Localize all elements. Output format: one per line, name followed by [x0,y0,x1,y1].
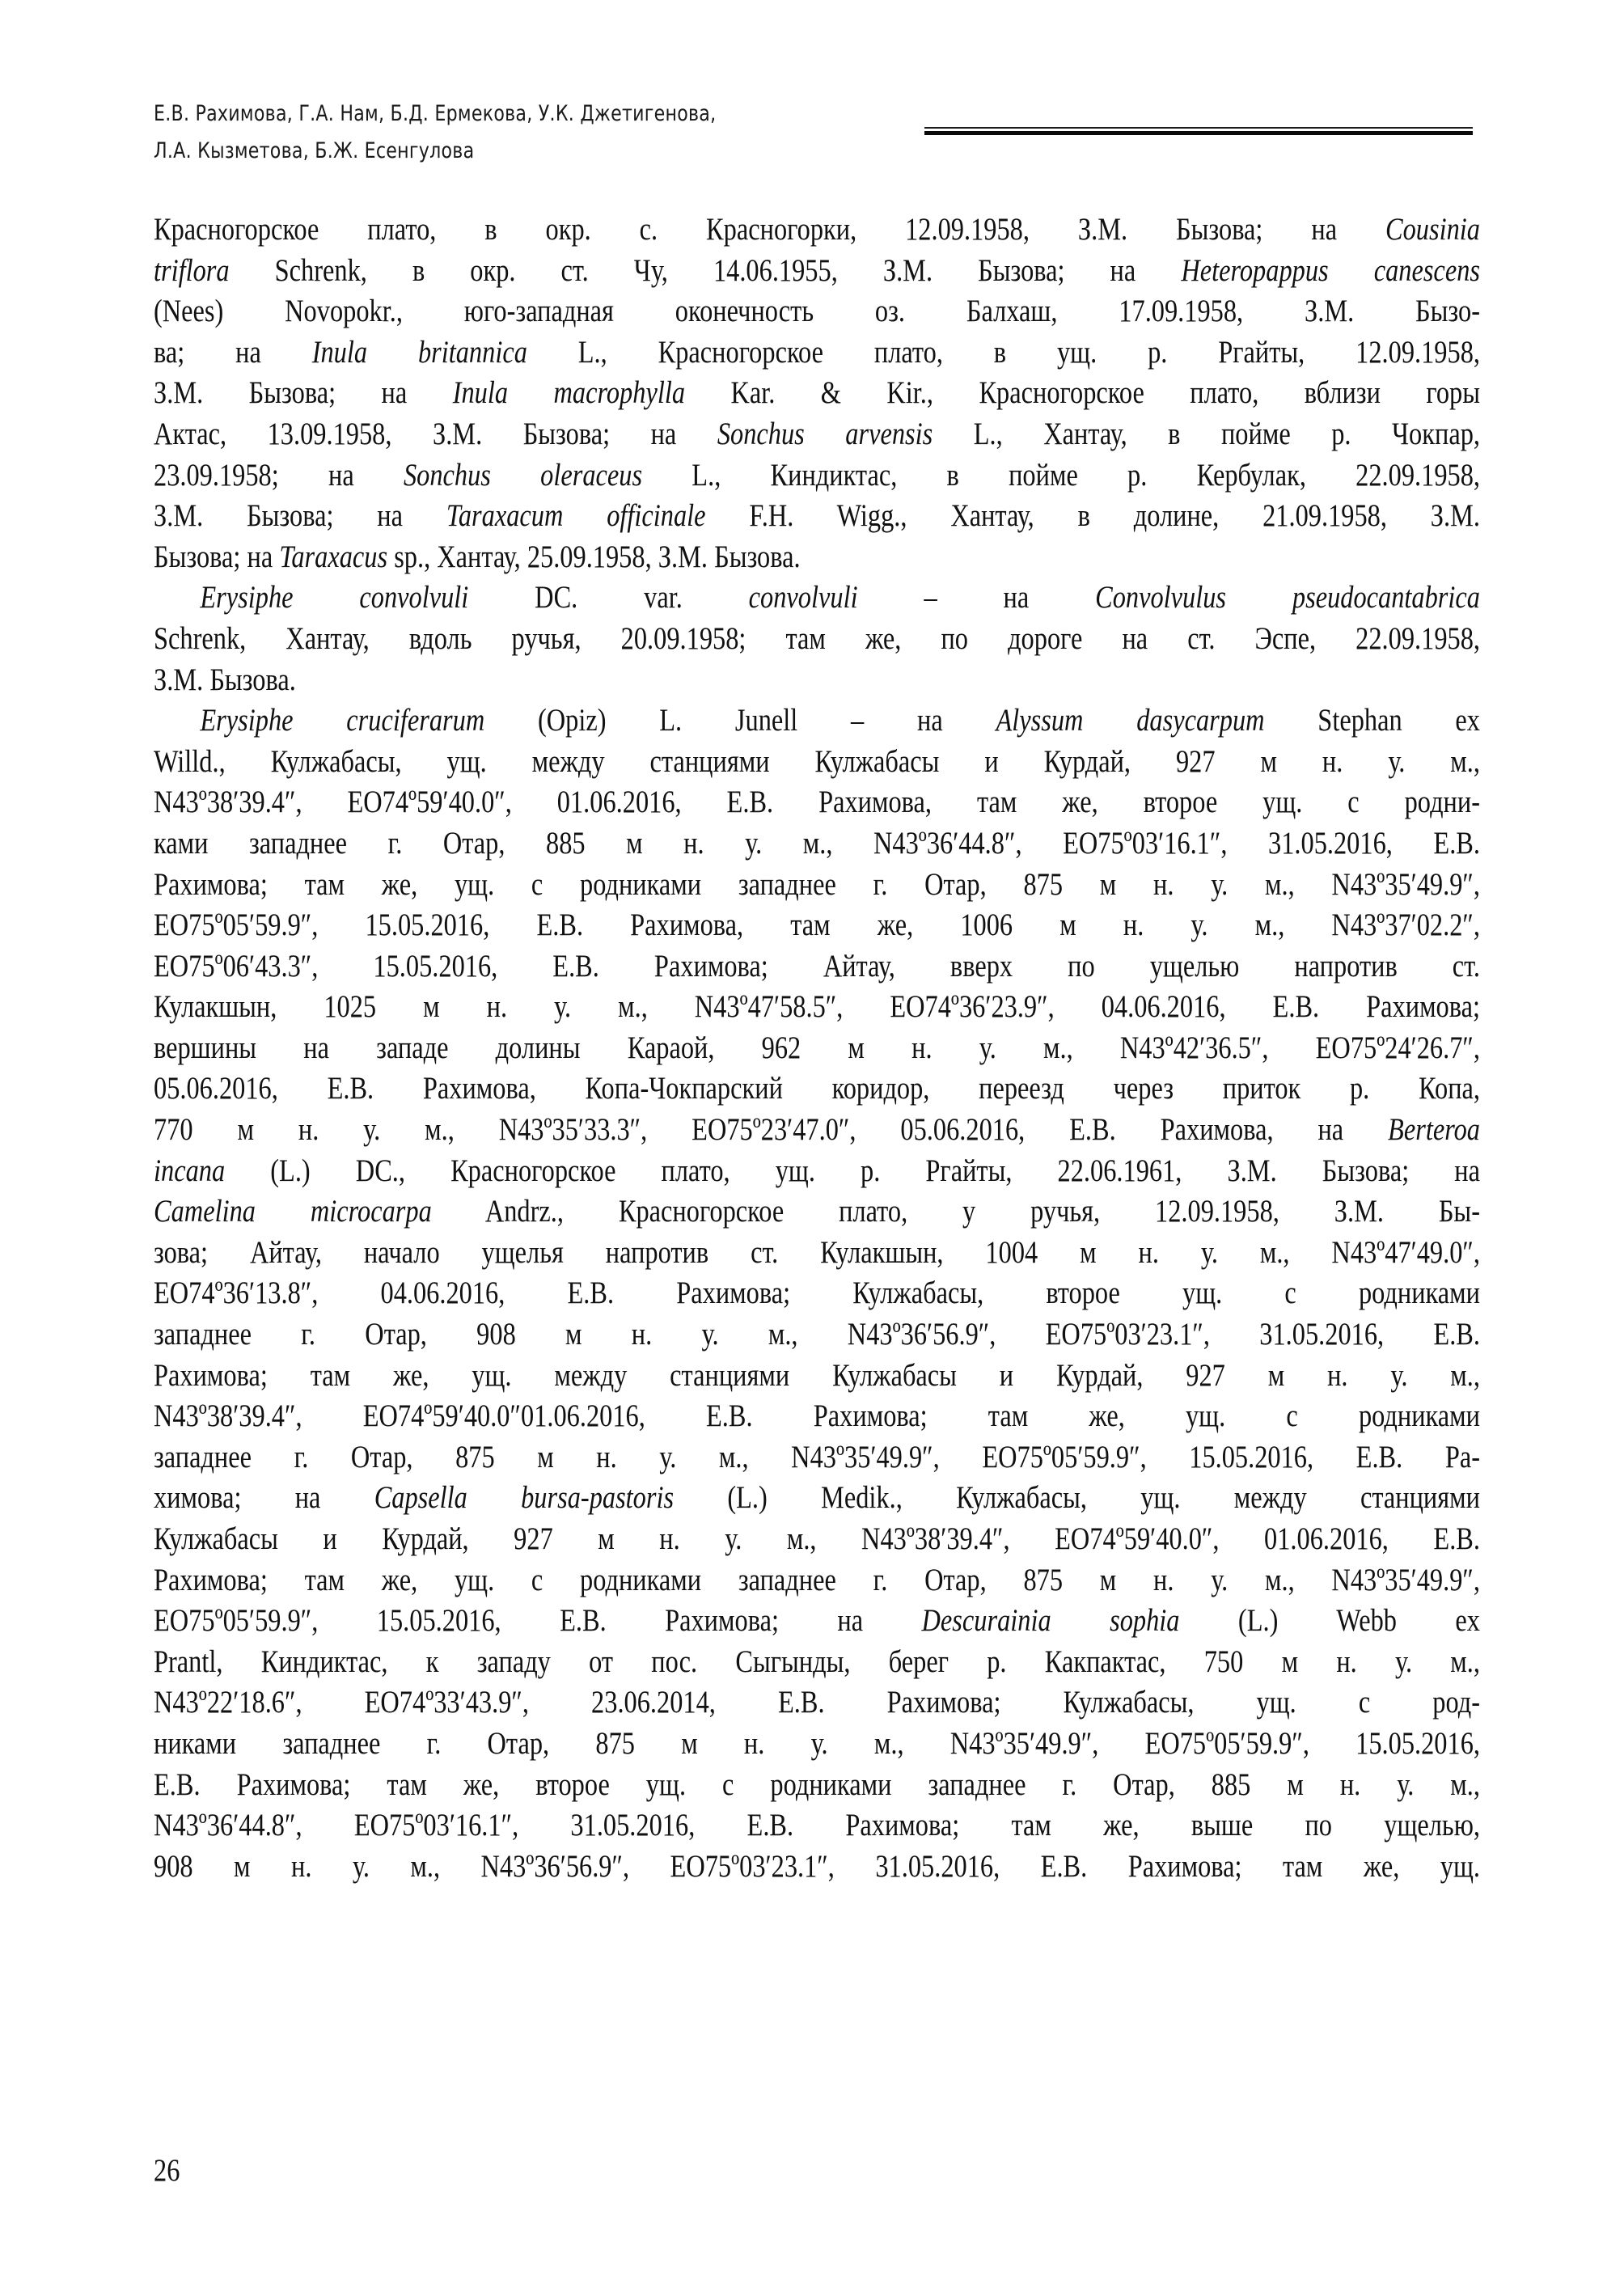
text-line [154,1232,1480,1273]
text-run: N43º38′39.4″, EO74º59′40.0″01.06.2016, Е.В. Рахимова; там же, ущ. с родниками [154,1398,1480,1434]
text-line [154,986,1480,1027]
text-run: (L.) DC., Красногорское плато, ущ. р. Ргайты, 22.06.1961, З.М. Бызова; на [225,1152,1480,1188]
text-line [154,741,1480,782]
text-run: Рахимова; там же, ущ. с родниками западнее г. Отар, 875 м н. у. м., N43º35′49.9″, [154,865,1480,902]
text-run: Кулакшын, 1025 м н. у. м., N43º47′58.5″, EO74º36′23.9″, 04.06.2016, Е.В. Рахимова; [154,988,1480,1025]
text-line [154,455,1480,496]
text-line [154,1641,1480,1682]
text-line [154,1191,1480,1232]
text-run: Prantl, Киндиктас, к западу от пос. Сыгынды, берег р. Какпактас, 750 м н. у. м., [154,1643,1480,1679]
taxon-name-italic: incana [154,1152,226,1188]
text-run: западнее г. Отар, 908 м н. у. м., N43º36′56.9″, EO75º03′23.1″, 31.05.2016, Е.В. [154,1316,1480,1352]
text-line [154,1518,1480,1559]
text-run: Stephan ex [1264,702,1480,738]
text-run: EO74º36′13.8″, 04.06.2016, Е.В. Рахимова; Кулжабасы, второе ущ. с родниками [154,1275,1480,1311]
taxon-name-italic: Inula britannica [311,333,527,370]
text-line [154,536,1480,577]
text-line [154,1068,1480,1109]
text-run: N43º22′18.6″, EO74º33′43.9″, 23.06.2014, Е.В. Рахимова; Кулжабасы, ущ. с род- [154,1684,1480,1720]
text-line [154,1436,1480,1478]
header-rule-thick [924,131,1473,135]
text-line [154,864,1480,905]
text-line [154,1723,1480,1764]
text-line [154,1559,1480,1601]
text-line [154,946,1480,987]
taxon-name-italic: Cousinia [1385,211,1480,247]
text-line [154,332,1480,373]
taxon-name-italic: convolvuli [748,579,858,616]
paragraph-first-line [154,577,1480,618]
text-run: З.М. Бызова; на [154,374,453,411]
text-run: Рахимова; там же, ущ. с родниками западнее г. Отар, 875 м н. у. м., N43º35′49.9″, [154,1561,1480,1597]
taxon-name-italic: Erysiphe cruciferarum [200,702,485,738]
header-authors-line-1: Е.В. Рахимова, Г.А. Нам, Б.Д. Ермекова, У.К. Джетигенова, [154,101,717,126]
text-run: (L.) Webb ex [1179,1602,1480,1639]
text-run: EO75º05′59.9″, 15.05.2016, Е.В. Рахимова, там же, 1006 м н. у. м., N43º37′02.2″, [154,907,1480,943]
text-run: EO75º06′43.3″, 15.05.2016, Е.В. Рахимова; Айтау, вверх по ущелью напротив ст. [154,947,1480,984]
text-run: Кулжабасы и Курдай, 927 м н. у. м., N43º38′39.4″, EO74º59′40.0″, 01.06.2016, Е.В. [154,1521,1480,1556]
text-line [154,290,1480,332]
running-header [154,95,804,170]
text-run: L., Киндиктас, в пойме р. Кербулак, 22.09.1958, [642,456,1481,493]
header-double-rule [924,127,1473,137]
text-line [154,1846,1480,1887]
text-run: N43º38′39.4″, EO74º59′40.0″, 01.06.2016, Е.В. Рахимова, там же, второе ущ. с родни- [154,784,1480,820]
text-run: Willd., Кулжабасы, ущ. между станциями Кулжабасы и Курдай, 927 м н. у. м., [154,742,1480,779]
text-run: – на [857,579,1096,616]
text-line [154,1804,1480,1846]
taxon-name-italic: Sonchus oleraceus [403,456,643,493]
text-line [154,1027,1480,1068]
text-run: З.М. Бызова. [154,661,296,697]
text-line [154,1272,1480,1314]
text-run: (L.) Medik., Кулжабасы, ущ. между станциями [674,1479,1480,1516]
text-run: Schrenk, Хантау, вдоль ручья, 20.09.1958; там же, по дороге на ст. Эспе, 22.09.1958, [154,620,1480,656]
taxon-name-italic: Alyssum dasycarpum [996,702,1265,738]
text-run: никами западнее г. Отар, 875 м н. у. м., N43º35′49.9″, EO75º05′59.9″, 15.05.2016, [154,1724,1480,1761]
text-run: L., Хантау, в пойме р. Чокпар, [933,415,1480,451]
page-number: 26 [154,2152,180,2188]
taxon-name-italic: triflora [154,252,230,288]
taxon-name-italic: Berteroa [1388,1111,1480,1148]
text-run: sp., Хантау, 25.09.1958, З.М. Бызова. [387,538,801,574]
text-line [154,781,1480,823]
body-text [154,209,1480,1886]
text-line [154,209,1480,250]
text-run: Актас, 13.09.1958, З.М. Бызова; на [154,415,717,451]
text-run: Бызова; на [154,538,280,574]
text-run: ками западнее г. Отар, 885 м н. у. м., N43º36′44.8″, EO75º03′16.1″, 31.05.2016, Е.В. [154,824,1480,861]
text-run: 770 м н. у. м., N43º35′33.3″, EO75º23′47.0″, 05.06.2016, Е.В. Рахимова, на [154,1111,1389,1148]
text-run: химова; на [154,1479,374,1516]
text-run: Красногорское плато, в окр. с. Красногорки, 12.09.1958, З.М. Бызова; на [154,211,1386,247]
taxon-name-italic: Taraxacus [279,538,388,574]
text-run: З.М. Бызова; на [154,497,446,534]
text-run: DC. var. [468,579,749,616]
text-line [154,1355,1480,1396]
text-line [154,1314,1480,1355]
text-line [154,904,1480,946]
text-line [154,250,1480,291]
text-line [154,413,1480,455]
text-run: вершины на западе долины Караой, 962 м н. у. м., N43º42′36.5″, EO75º24′26.7″, [154,1029,1480,1065]
text-run: Е.В. Рахимова; там же, второе ущ. с родниками западнее г. Отар, 885 м н. у. м., [154,1766,1480,1802]
text-line [154,823,1480,864]
text-run: (Opiz) L. Junell – на [484,702,996,738]
text-line [154,1600,1480,1641]
text-run: западнее г. Отар, 875 м н. у. м., N43º35′49.9″, EO75º05′59.9″, 15.05.2016, Е.В. Ра- [154,1438,1480,1474]
text-run: Andrz., Красногорское плато, у ручья, 12.09.1958, З.М. Бы- [431,1193,1480,1229]
text-line [154,1150,1480,1191]
taxon-name-italic: Taraxacum officinale [446,497,706,534]
body-lines [154,209,1480,1886]
taxon-name-italic: Heteropappus canescens [1181,252,1480,288]
taxon-name-italic: Camelina microcarpa [154,1193,432,1229]
text-run: Schrenk, в окр. ст. Чу, 14.06.1955, З.М. Бызова; на [229,252,1182,288]
header-rule-thin [924,127,1473,129]
text-run: ва; на [154,333,312,370]
taxon-name-italic: Erysiphe convolvuli [200,579,469,616]
text-line [154,1477,1480,1518]
text-line [154,495,1480,536]
text-line [154,1109,1480,1150]
text-line [154,618,1480,659]
text-run: (Nees) Novopokr., юго-западная оконечность оз. Балхаш, 17.09.1958, З.М. Бызо- [154,293,1480,329]
text-line [154,659,1480,700]
taxon-name-italic: Descurainia sophia [921,1602,1180,1639]
text-run: EO75º05′59.9″, 15.05.2016, Е.В. Рахимова; на [154,1602,922,1639]
taxon-name-italic: Inula macrophylla [452,374,686,411]
text-run: Kar. & Kir., Красногорское плато, вблизи горы [685,374,1481,411]
taxon-name-italic: Convolvulus pseudocantabrica [1095,579,1480,616]
text-run: N43º36′44.8″, EO75º03′16.1″, 31.05.2016, Е.В. Рахимова; там же, выше по ущелью, [154,1807,1480,1843]
text-run: 908 м н. у. м., N43º36′56.9″, EO75º03′23.1″, 31.05.2016, Е.В. Рахимова; там же, ущ. [154,1847,1480,1884]
text-run: 23.09.1958; на [154,456,404,493]
text-line [154,1395,1480,1436]
taxon-name-italic: Capsella bursa-pastoris [374,1479,675,1516]
text-line [154,372,1480,413]
taxon-name-italic: Sonchus arvensis [717,415,933,451]
text-run: F.H. Wigg., Хантау, в долине, 21.09.1958, З.М. [705,497,1480,534]
text-run: зова; Айтау, начало ущелья напротив ст. Кулакшын, 1004 м н. у. м., N43º47′49.0″, [154,1233,1480,1270]
text-run: 05.06.2016, Е.В. Рахимова, Копа-Чокпарский коридор, переезд через приток р. Копа, [154,1070,1480,1106]
text-run: Рахимова; там же, ущ. между станциями Кулжабасы и Курдай, 927 м н. у. м., [154,1356,1480,1393]
header-authors-line-2: Л.А. Кызметова, Б.Ж. Есенгулова [154,138,475,163]
text-line [154,1764,1480,1805]
text-line [154,1682,1480,1723]
paragraph-first-line [154,700,1480,741]
text-run: L., Красногорское плато, в ущ. р. Ргайты, 12.09.1958, [527,333,1480,370]
